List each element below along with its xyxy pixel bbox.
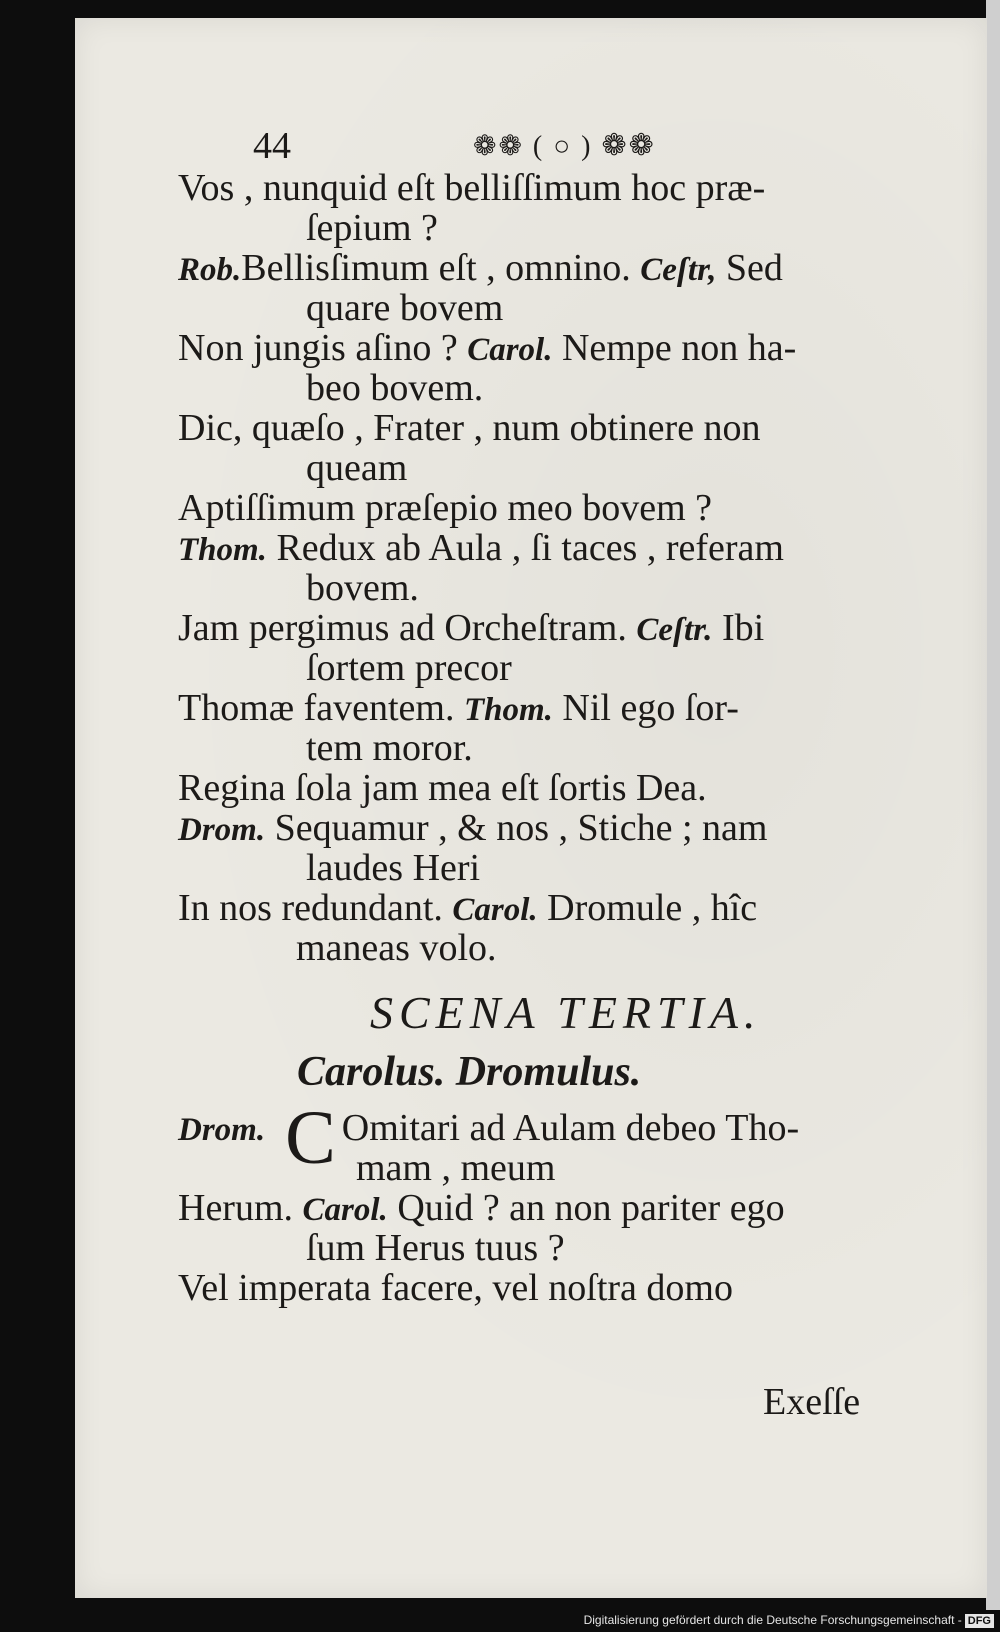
speaker-label: Ceſtr, [640,252,717,288]
line-text: beo bovem. [306,367,484,409]
page-number: 44 [253,125,291,167]
line-text: Dic, quæſo , Frater , num obtinere non [178,407,761,449]
speaker-label: Carol. [302,1192,388,1228]
line-text: queam [306,447,408,489]
line-text: laudes Heri [306,847,481,889]
scene-persons: Carolus. Dromulus. [297,1049,642,1095]
text-line [178,648,898,688]
line-text: Quid ? an non pariter ego [397,1187,785,1229]
scene-title: SCENA TERTIA. [370,987,762,1038]
catchword: Exeſſe [763,1381,861,1423]
line-text: quare bovem [306,287,504,329]
line-text: Non jungis aſino ? [178,327,458,369]
text-line [178,888,898,928]
line-text: Bellisſimum eſt , omnino. [241,247,631,289]
text-line [178,448,898,488]
text-line [178,728,898,768]
speaker-label: Carol. [467,332,553,368]
line-text: Regina ſola jam mea eſt ſortis Dea. [178,767,707,809]
text-line [178,848,898,888]
footer-text: Digitalisierung gefördert durch die Deutsche Forschungsgemeinschaft - [583,1613,962,1627]
ornament-right-icon: ❁❁ [601,129,656,162]
speaker-label: Thom. [463,692,553,728]
speaker-label: Drom. [178,1112,266,1148]
speaker-label: Thom. [178,532,267,568]
line-text: Dromule , hîc [547,887,758,929]
line-text: ſortem precor [306,647,512,689]
book-page [75,18,987,1598]
line-text: Herum. [178,1187,294,1229]
text-line [178,688,898,728]
line-text: Nil ego ſor- [562,687,739,729]
line-text: Vos , nunquid eſt belliſſimum hoc præ- [178,167,766,209]
line-text: maneas volo. [296,927,497,969]
text-line [178,488,898,528]
running-head [253,124,773,170]
line-text: Sed [725,247,783,289]
line-text: Sequamur , & nos , Stiche ; nam [274,807,768,849]
line-text: Nempe non ha- [561,327,797,369]
line-text: tem moror. [306,727,473,769]
line-text: mam , meum [356,1147,556,1189]
dfg-logo: DFG [965,1614,994,1628]
text-line [178,528,898,568]
speaker-label: Carol. [452,892,538,928]
text-line [178,328,898,368]
text-line [178,1268,898,1308]
speaker-label: Ceſtr. [636,612,713,648]
scene-text-block [178,1096,898,1309]
line-text: Vel imperata facere, vel noſtra domo [178,1267,733,1309]
line-text: Ibi [721,607,765,649]
line-text: ſepium ? [306,207,438,249]
drop-initial: C [285,1096,336,1180]
line-text: Aptiſſimum præſepio meo bovem ? [178,487,713,529]
text-line [178,248,898,288]
text-line [178,168,898,208]
line-text: Thomæ faventem. [178,687,455,729]
text-line [178,408,898,448]
text-line [178,208,898,248]
text-line [178,808,898,848]
text-line [178,608,898,648]
text-line [178,368,898,408]
text-line [178,928,898,968]
speaker-label: Drom. [178,812,266,848]
ornament-header [473,128,656,163]
line-text: Jam pergimus ad Orcheſtram. [178,607,627,649]
text-line [178,1188,898,1228]
speaker-label: Rob. [178,252,242,288]
verse-block [178,168,898,968]
line-text: Redux ab Aula , ſi taces , referam [276,527,784,569]
digitization-footer [584,1610,994,1630]
line-text: ſum Herus tuus ? [306,1227,565,1269]
line-text: In nos redundant. [178,887,443,929]
line-text: Omitari ad Aulam debeo Tho- [341,1107,800,1149]
ornament-mid: ( ○ ) [532,131,593,162]
text-line [178,288,898,328]
scan-edge [986,0,1000,1610]
text-line [178,568,898,608]
line-text: bovem. [306,567,419,609]
text-line [178,768,898,808]
text-line [178,1228,898,1268]
ornament-left-icon: ❁❁ [473,131,524,162]
